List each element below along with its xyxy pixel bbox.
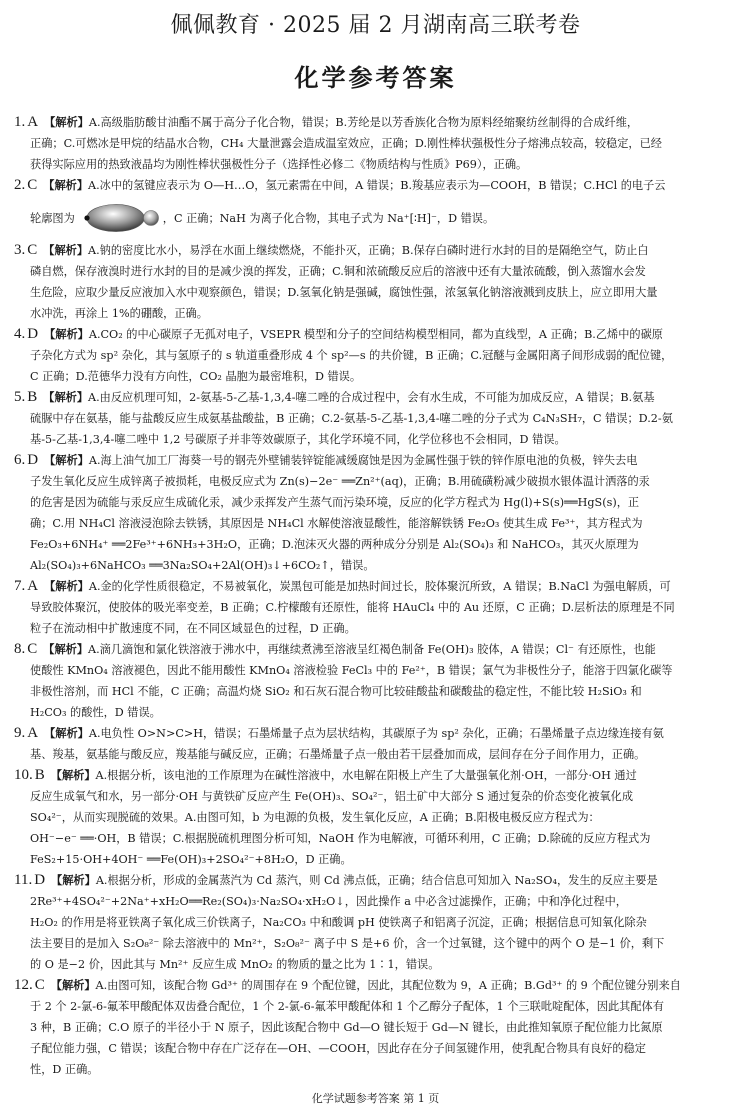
answer-text-line [14, 513, 738, 534]
analysis-text: 反应生成氧气和水，另一部分·OH 与黄铁矿反应产生 Fe(OH)₃、SO₄²⁻，铝土矿中大部分 S 通过复杂的价态变化被氧化成 [30, 790, 634, 803]
answer-text-line [14, 765, 738, 786]
exam-header: 佩佩教育 · 2025 届 2 月湖南高三联考卷 [170, 13, 581, 38]
analysis-text: A.高级脂肪酸甘油酯不属于高分子化合物，错误；B.芳纶是以芳香族化合物为原料经缩聚纺丝制得的合成纤维， [88, 116, 639, 129]
answer-text-line [14, 807, 738, 828]
answer-text-line [14, 681, 738, 702]
answer-choice: C [27, 641, 38, 657]
analysis-tag: 【解析】 [44, 453, 89, 467]
answer-text-line [14, 366, 738, 387]
answer-item [14, 112, 738, 175]
answer-text-line [14, 282, 738, 303]
answer-item [14, 175, 738, 240]
page-footer: 化学试题参考答案 第 1 页 [311, 1092, 440, 1105]
answer-text-line [14, 175, 738, 196]
answer-item [14, 975, 738, 1080]
analysis-text: C 正确；D.范德华力没有方向性，CO₂ 晶胞为最密堆积，D 错误。 [30, 370, 362, 383]
answer-text-line [14, 112, 738, 133]
question-number: 12. [14, 977, 33, 993]
analysis-tag: 【解析】 [50, 978, 96, 992]
orbital-line [14, 196, 738, 240]
analysis-text: A.滴几滴饱和氯化铁溶液于沸水中，再继续煮沸至溶液呈红褐色制备 Fe(OH)₃ 胶体，A 错误；Cl⁻ 有还原性，也能 [88, 643, 656, 656]
answer-choice: C [27, 242, 38, 258]
analysis-text: H₂CO₃ 的酸性，D 错误。 [30, 706, 161, 719]
analysis-text: 正确；C.可燃冰是甲烷的结晶水合物，CH₄ 大量泄露会造成温室效应，正确；D.刚性棒状强极性分子熔沸点较高，较稳定，已经 [30, 137, 662, 150]
answer-text-line [14, 387, 738, 408]
analysis-text: A.由反应机理可知，2-氨基-5-乙基-1,3,4-噻二唑的合成过程中，会有水生成，不可能为加成反应，A 错误；B.氨基 [88, 391, 655, 404]
answer-text-line [14, 154, 738, 175]
question-number: 7. [14, 578, 26, 594]
analysis-text: 的 O 是−2 价，因此其与 Mn²⁺ 反应生成 MnO₂ 的物质的量之比为 1∶1，错误。 [30, 958, 440, 971]
analysis-text: H₂O₂ 的作用是将亚铁离子氧化成三价铁离子，Na₂CO₃ 中和酸调 pH 使铁离子和铝离子沉淀，正确；根据信息可知氧化除杂 [30, 916, 647, 929]
answer-text-line [14, 261, 738, 282]
analysis-text: 性，D 正确。 [30, 1063, 99, 1076]
answer-item [14, 576, 738, 639]
analysis-text: 的危害是因为硫能与汞反应生成硫化汞，减少汞挥发产生蒸气而污染环境，反应的化学方程式为 Hg(l)+S(s)══HgS(s)，正 [30, 496, 640, 509]
answer-text-line [14, 660, 738, 681]
question-number: 11. [14, 872, 33, 888]
analysis-text: 获得实际应用的热致液晶均为刚性棒状强极性分子（选择性必修二《物质结构与性质》P69），正确。 [30, 158, 528, 171]
answer-choice: D [27, 326, 39, 342]
analysis-text: 子杂化方式为 sp² 杂化，其与氢原子的 s 轨道重叠形成 4 个 sp²—s 的共价键，B 正确；C.冠醚与金属阳离子间形成弱的配位键， [30, 349, 673, 362]
answer-text-line [14, 534, 738, 555]
answer-text-line [14, 345, 738, 366]
answer-text-line [14, 303, 738, 324]
answer-item [14, 450, 738, 576]
question-number: 8. [14, 641, 26, 657]
answer-item [14, 639, 738, 723]
analysis-text: 确；C.用 NH₄Cl 溶液浸泡除去铁锈，其原因是 NH₄Cl 水解使溶液显酸性，能溶解铁锈 Fe₂O₃ 使其生成 Fe³⁺，其方程式为 [30, 517, 643, 530]
answer-choice: B [27, 389, 38, 405]
analysis-text: OH⁻−e⁻ ══·OH，B 错误；C.根据脱硫机理图分析可知，NaOH 作为电解液，可循环利用，C 正确；D.除硫的反应方程式为 [30, 832, 651, 845]
answer-text-line [14, 639, 738, 660]
answer-text-line [14, 702, 738, 723]
answer-choice: D [27, 452, 39, 468]
answer-text-line [14, 1038, 738, 1059]
analysis-tag: 【解析】 [43, 243, 89, 257]
answer-text-line [14, 324, 738, 345]
answer-item [14, 387, 738, 450]
analysis-text: 粒子在流动相中扩散速度不同，在不同区域显色的过程，D 正确。 [30, 622, 356, 635]
analysis-text: 使酸性 KMnO₄ 溶液褪色，因此不能用酸性 KMnO₄ 溶液检验 FeCl₃ 中的 Fe²⁺，B 错误；氯气为非极性分子，能溶于四氯化碳等 [30, 664, 673, 677]
analysis-tag: 【解析】 [44, 726, 89, 740]
answer-text-line [14, 912, 738, 933]
analysis-text: Fe₂O₃+6NH₄⁺ ══2Fe³⁺+6NH₃+3H₂O，正确；D.泡沫灭火器的两种成分分别是 Al₂(SO₄)₃ 和 NaHCO₃，其灭火原理为 [30, 538, 639, 551]
analysis-text: A.根据分析，该电池的工作原理为在碱性溶液中，水电解在阳极上产生了大量强氧化剂·OH，一部分·OH 通过 [95, 769, 637, 782]
question-number: 9. [14, 725, 26, 741]
answer-text-line [14, 744, 738, 765]
analysis-text: FeS₂+15·OH+4OH⁻ ══Fe(OH)₃+2SO₄²⁻+8H₂O，D 正确。 [30, 853, 352, 866]
answer-text-line [14, 492, 738, 513]
question-number: 10. [14, 767, 33, 783]
answer-item [14, 723, 738, 765]
analysis-tag: 【解析】 [51, 873, 96, 887]
analysis-tag: 【解析】 [44, 115, 89, 129]
analysis-text: 于 2 个 2-氯-6-氟苯甲酸配体双齿叠合配位，1 个 2-氯-6-氟苯甲酸配体和 1 个乙醇分子配体，1 个三联吡啶配体，因此其配体有 [30, 1000, 664, 1013]
question-number: 3. [14, 242, 26, 258]
answer-item [14, 870, 738, 975]
question-number: 4. [14, 326, 26, 342]
analysis-text: 子发生氧化反应生成锌离子被损耗，电极反应式为 Zn(s)−2e⁻ ══Zn²⁺(aq)，正确；B.用硫磺粉减少破损水银体温计洒落的汞 [30, 475, 650, 488]
analysis-text: A.CO₂ 的中心碳原子无孤对电子，VSEPR 模型和分子的空间结构模型相同，都为直线型，A 正确；B.乙烯中的碳原 [88, 328, 663, 341]
answer-text-line [14, 849, 738, 870]
analysis-text: A.海上油气加工厂海葵一号的钢壳外壁铺装锌锭能减缓腐蚀是因为金属性强于铁的锌作原电池的负极，锌失去电 [88, 454, 638, 467]
answer-text-line [14, 240, 738, 261]
analysis-text: 2Re³⁺+4SO₄²⁻+2Na⁺+xH₂O══Re₂(SO₄)₃·Na₂SO₄·xH₂O↓，因此操作 a 中必含过滤操作，正确；中和净化过程中， [30, 895, 627, 908]
analysis-tag: 【解析】 [43, 178, 89, 192]
answer-text-line [14, 618, 738, 639]
analysis-text: A.电负性 O>N>C>H，错误；石墨烯量子点为层状结构，其碳原子为 sp² 杂化，正确；石墨烯量子点边缘连接有氨 [88, 727, 664, 740]
analysis-text: A.由图可知，该配合物 Gd³⁺ 的周围存在 9 个配位键，因此，其配位数为 9，A 正确；B.Gd³⁺ 的 9 个配位键分别来自 [95, 979, 681, 992]
answer-text-line [14, 133, 738, 154]
analysis-text: 基、羧基，氨基能与酸反应，羧基能与碱反应，正确；石墨烯量子点一般由若干层叠加而成，层间存在分子间作用力，正确。 [30, 748, 646, 761]
answer-choice: C [34, 977, 45, 993]
analysis-tag: 【解析】 [44, 579, 89, 593]
analysis-text: 水冲洗，再涂上 1%的硼酸，正确。 [30, 307, 208, 320]
answer-text-line [14, 891, 738, 912]
answer-item [14, 324, 738, 387]
answer-choice: D [34, 872, 46, 888]
answer-text-line [14, 786, 738, 807]
analysis-text: 子配位能力强，C 错误；该配合物中存在广泛存在—OH、—COOH，因此存在分子间氢键作用，使乳配合物具有良好的稳定 [30, 1042, 646, 1055]
answer-text-line [14, 450, 738, 471]
analysis-text: 轮廓图为 [30, 211, 75, 225]
analysis-text: 法主要目的是加入 S₂O₈²⁻ 除去溶液中的 Mn²⁺，S₂O₈²⁻ 离子中 S 是+6 价，含一个过氧键，这个键中的两个 O 是−1 价，剩下 [30, 937, 665, 950]
answer-choice: A [27, 578, 39, 594]
analysis-tag: 【解析】 [43, 390, 89, 404]
analysis-tag: 【解析】 [44, 327, 89, 341]
answer-text-line [14, 555, 738, 576]
answer-choice: B [34, 767, 45, 783]
analysis-text: 磷自燃，保存液溴时进行水封的目的是减少溴的挥发，正确；C.铜和浓硫酸反应后的溶液中还有大量浓硫酸，倒入蒸馏水会发 [30, 265, 646, 278]
answer-text-line [14, 954, 738, 975]
analysis-text: A.钠的密度比水小，易浮在水面上继续燃烧，不能扑灭，正确；B.保存白磷时进行水封的目的是隔绝空气，防止白 [88, 244, 649, 257]
answer-choice: A [27, 725, 39, 741]
question-number: 1. [14, 114, 26, 130]
answer-item [14, 765, 738, 870]
answer-choice: C [27, 177, 38, 193]
analysis-text: SO₄²⁻，从而实现脱硫的效果。A.由图可知，b 为电源的负极，发生氧化反应，A 正确；B.阳极电极反应方程式为： [30, 811, 600, 824]
answer-text-line [14, 828, 738, 849]
analysis-text: A.根据分析，形成的金属蒸汽为 Cd 蒸汽，则 Cd 沸点低，正确；结合信息可知加入 Na₂SO₄，发生的反应主要是 [95, 874, 658, 887]
answer-text-line [14, 429, 738, 450]
answer-list [14, 112, 738, 1080]
answer-text-line [14, 597, 738, 618]
answer-text-line [14, 723, 738, 744]
answer-text-line [14, 408, 738, 429]
analysis-text: 基-5-乙基-1,3,4-噻二唑中 1,2 号碳原子并非等效碳原子，其化学环境不同，化学位移也不会相同，D 错误。 [30, 433, 566, 446]
analysis-tag: 【解析】 [50, 768, 96, 782]
answer-text-line [14, 1059, 738, 1080]
hcl-electron-cloud-diagram [77, 198, 161, 238]
question-number: 6. [14, 452, 26, 468]
analysis-text: 非极性溶剂，而 HCl 不能，C 正确；高温灼烧 SiO₂ 和石灰石混合物可比较硅酸盐和碳酸盐的稳定性，不能比较 H₂SiO₃ 和 [30, 685, 642, 698]
analysis-text: Al₂(SO₄)₃+6NaHCO₃ ══3Na₂SO₄+2Al(OH)₃↓+6CO₂↑，错误。 [30, 559, 375, 572]
analysis-tag: 【解析】 [43, 642, 89, 656]
answer-text-line [14, 576, 738, 597]
answer-text-line [14, 933, 738, 954]
answer-text-line [14, 471, 738, 492]
page-title: 化学参考答案 [294, 64, 457, 92]
analysis-text: A.冰中的氢键应表示为 O—H…O，氢元素需在中间，A 错误；B.羧基应表示为—COOH，B 错误；C.HCl 的电子云 [88, 179, 666, 192]
answer-text-line [14, 996, 738, 1017]
answer-text-line [14, 870, 738, 891]
question-number: 5. [14, 389, 26, 405]
answer-text-line [14, 975, 738, 996]
analysis-text: A.金的化学性质很稳定，不易被氧化，炭黑包可能是加热时间过长，胶体聚沉所致，A 错误；B.NaCl 为强电解质，可 [88, 580, 671, 593]
question-number: 2. [14, 177, 26, 193]
analysis-text: 硫脲中存在氨基，能与盐酸反应生成氨基盐酸盐，B 正确；C.2-氨基-5-乙基-1,3,4-噻二唑的分子式为 C₄N₃SH₇，C 错误；D.2-氨 [30, 412, 673, 425]
analysis-text: 导致胶体聚沉，使胶体的吸光率变差，B 正确；C.柠檬酸有还原性，能将 HAuCl₄ 中的 Au 还原，C 正确；D.层析法的原理是不同 [30, 601, 675, 614]
analysis-text: ，C 正确；NaH 为离子化合物，其电子式为 Na⁺[∶H]⁻，D 错误。 [162, 211, 495, 225]
analysis-text: 3 种，B 正确；C.O 原子的半径小于 N 原子，因此该配合物中 Gd—O 键长短于 Gd—N 键长，由此推知氧原子配位能力比氮原 [30, 1021, 663, 1034]
analysis-text: 生危险，应取少量反应液加入水中观察颜色，错误；D.氢氧化钠是强碱，腐蚀性强，浓氢氧化钠溶液溅到皮肤上，应立即用大量 [30, 286, 658, 299]
answer-item [14, 240, 738, 324]
answer-choice: A [27, 114, 39, 130]
answer-text-line [14, 1017, 738, 1038]
